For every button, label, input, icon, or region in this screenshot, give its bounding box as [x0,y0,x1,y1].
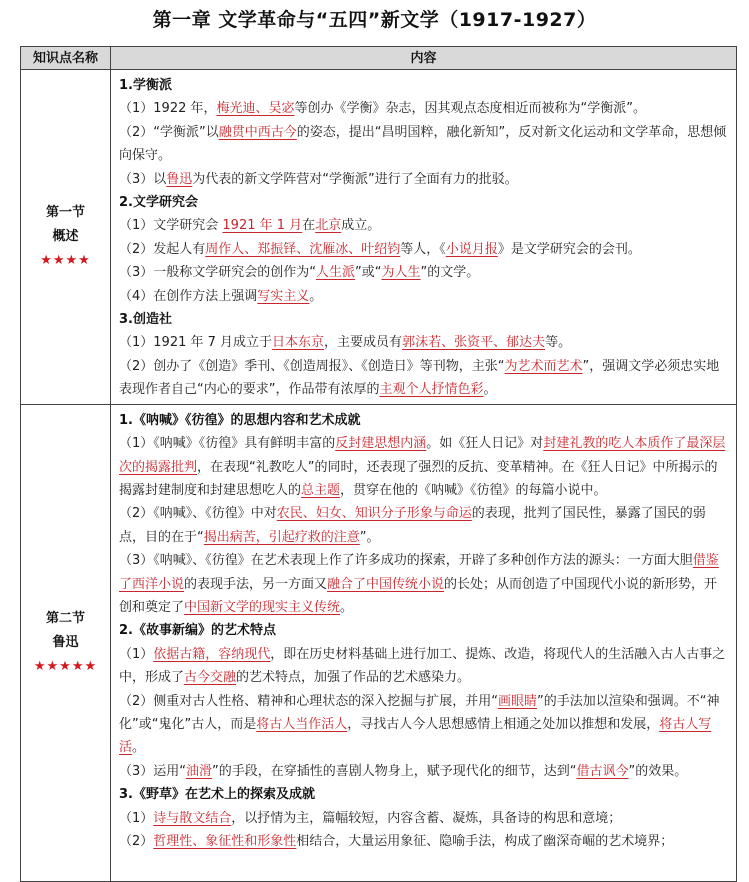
section-title: 鲁迅 [52,634,79,650]
content-paragraph [119,261,730,284]
text-segment: 的艺术特点，加强了作品的艺术感染力。 [236,670,471,686]
content-paragraph [119,549,730,619]
key-term: 依据古籍，容纳现代 [153,646,271,662]
text-segment: 2.文学研究会 [119,195,198,211]
key-term: 北京 [315,218,342,234]
key-term: 借古讽今 [576,763,629,779]
content-heading [119,409,730,432]
text-segment: ”的手段，在穿插性的喜剧人物身上，赋予现代化的细节，达到“ [212,763,577,779]
key-term: 将古人当作活人 [256,716,348,732]
text-segment: （4）在创作方法上强调 [119,288,258,304]
key-term: 融合了中国传统小说 [327,576,445,592]
text-segment: （2）发起人有 [119,241,206,257]
text-segment: 2.《故事新编》的艺术特点 [119,623,276,639]
content-paragraph [119,690,730,760]
section-content [111,404,737,881]
key-term: 反封建思想内涵 [335,436,427,452]
key-term: 鲁迅 [166,171,193,187]
content-paragraph [119,214,730,237]
text-segment: （1）1921 年 7 月成立于 [119,335,273,351]
key-term: 为艺术而艺术 [504,358,583,374]
content-heading [119,191,730,214]
content-heading [119,308,730,331]
key-term: 融贯中西古今 [218,124,297,140]
content-paragraph [119,502,730,549]
text-segment: ”的文学。 [420,265,480,281]
key-term: 揭出病苦，引起疗救的注意 [203,529,360,545]
key-term: 写实主义 [257,288,310,304]
text-segment: 。 [309,288,323,304]
text-segment: 等创办《学衡》杂志，因其观点态度相近而被称为“学衡派”。 [294,101,646,117]
content-paragraph [119,121,730,168]
text-segment: 1.《呐喊》《彷徨》的思想内容和艺术成就 [119,412,361,428]
text-segment: 。 [483,382,497,398]
key-term: 油滑 [186,763,213,779]
header-knowledge-point: 知识点名称 [21,47,111,70]
text-segment: 等。 [545,335,572,351]
key-term: 1921 年 1 月 [222,218,303,234]
page-title: 第一章 文学革命与“五四”新文学（1917-1927） [152,9,597,31]
section-title: 概述 [52,228,79,244]
content-paragraph [119,285,730,308]
content-paragraph [119,643,730,690]
text-segment: （1） [119,810,154,826]
section-name-cell [21,404,111,881]
section-row [21,70,737,405]
text-segment: ，以抒情为主，篇幅较短，内容含蓄、凝炼，具备诗的构思和意境； [231,810,622,826]
key-term: 小说月报 [445,241,498,257]
key-term: 古今交融 [184,670,237,686]
text-segment: ”。 [359,529,380,545]
text-segment: 的表现手法，另一方面又 [184,576,328,592]
text-segment: ，贯穿在他的《呐喊》《彷徨》的每篇小说中。 [340,482,607,498]
text-segment: 1.学衡派 [119,78,172,93]
text-segment: 。 [132,740,146,756]
text-segment: （2） [119,834,154,849]
section-number: 第二节 [45,610,85,626]
text-segment: 为代表的新文学阵营对“学衡派”进行了全面有力的批驳。 [192,171,518,187]
content-heading [119,74,730,97]
text-segment: ”，强调文学必须忠实地表现作者自己“内心的要求”，作品带有浓厚的 [119,358,720,398]
key-term: 日本东京 [272,335,325,351]
key-term: 郭沫若、张资平、郁达夫 [402,335,546,351]
text-segment: ”或“ [355,265,382,281]
content-heading [119,783,730,806]
text-segment: 3.创造社 [119,312,172,328]
text-segment: 。 [340,599,354,615]
knowledge-table [20,46,737,882]
text-segment: 相结合，大量运用象征、隐喻手法，构成了幽深奇崛的艺术境界； [296,834,674,849]
key-term: 哲理性、象征性和形象性 [153,834,297,849]
text-segment: 。如《狂人日记》对 [426,436,544,452]
text-segment: （3）以 [119,171,167,187]
content-paragraph [119,168,730,191]
content-paragraph [119,97,730,120]
text-segment: 的长处；从而创造了中国现代小说的新形势，开创和奠定了 [119,576,718,615]
section-number: 第一节 [45,204,85,220]
text-segment: （1）《呐喊》《彷徨》具有鲜明丰富的 [119,436,336,452]
importance-stars: ★★★★ [40,252,91,268]
text-segment: 的姿态，提出“昌明国粹，融化新知”，反对新文化运动和文学革命，思想倾向保守。 [119,124,727,164]
content-paragraph [119,238,730,261]
content-heading [119,619,730,642]
key-term: 画眼睛 [498,693,538,709]
text-segment: 》是文学研究会的会刊。 [497,241,641,257]
text-segment: （3）一般称文学研究会的创作为“ [119,265,317,281]
text-segment: （3）《呐喊》、《彷徨》在艺术表现上作了许多成功的探索，开辟了多种创作方法的源头：一方面大胆 [119,553,693,569]
text-segment: ，主要成员有 [324,335,403,351]
key-term: 将古人写活 [119,716,712,756]
text-segment: ，即在历史材料基础上进行加工、提炼、改造，将现代人的生活融入古人古事之中，形成了 [119,646,726,686]
key-term: 中国新文学的现实主义传统 [184,599,341,615]
section-row [21,404,737,881]
content-paragraph [119,807,730,830]
text-segment: 的表现，批判了国民性，暴露了国民的弱点，目的在于“ [119,506,706,545]
content-paragraph [119,432,730,502]
content-paragraph [119,760,730,783]
section-content [111,70,737,405]
key-term: 周作人、郑振铎、沈雁冰、叶绍钧 [205,241,401,257]
table-header-row [21,47,737,70]
key-term: 总主题 [301,482,341,498]
content-paragraph [119,355,730,402]
key-term: 诗与散文结合 [153,810,232,826]
key-term: 梅光迪、吴宓 [216,101,295,117]
key-term: 主观个人抒情色彩 [379,382,484,398]
text-segment: 成立。 [341,218,381,234]
text-segment: （3）运用“ [119,763,187,779]
text-segment: （2）侧重对古人性格、精神和心理状态的深入挖掘与扩展，并用“ [119,693,499,709]
key-term: 农民、妇女、知识分子形象与命运 [276,506,472,522]
text-segment: （1）1922 年， [119,101,217,117]
text-segment: （2）“学衡派”以 [119,124,219,140]
text-segment: 在 [302,218,316,234]
text-segment: 3.《野草》在艺术上的探索及成就 [119,787,315,803]
text-segment: ，寻找古人今人思想感情上相通之处加以推想和发展， [347,716,660,732]
text-segment: （2）《呐喊》、《彷徨》中对 [119,506,277,522]
header-content: 内容 [111,47,737,70]
key-term: 借鉴了西洋小说 [119,553,719,592]
key-term: 封建礼教的吃人本质作了最深层次的揭露批判 [119,436,726,475]
text-segment: 等人，《 [400,241,446,257]
text-segment: （2）创办了《创造》季刊、《创造周报》、《创造日》等刊物，主张“ [119,358,505,374]
content-paragraph [119,331,730,354]
text-segment: ”的手法加以渲染和强调。不“神化”或“鬼化”古人，而是 [119,693,720,732]
text-segment: ，在表现“礼教吃人”的同时，还表现了强烈的反抗、变革精神。在《狂人日记》中所揭示的揭露封建制度和封建思想吃人的 [119,459,718,498]
section-name-cell [21,70,111,405]
key-term: 人生派 [316,265,356,281]
key-term: 为人生 [381,265,421,281]
importance-stars: ★★★★★ [33,658,98,674]
text-segment: （1） [119,646,154,662]
content-paragraph [119,830,730,853]
text-segment: （1）文学研究会 [119,218,223,234]
text-segment: ”的效果。 [628,763,688,779]
